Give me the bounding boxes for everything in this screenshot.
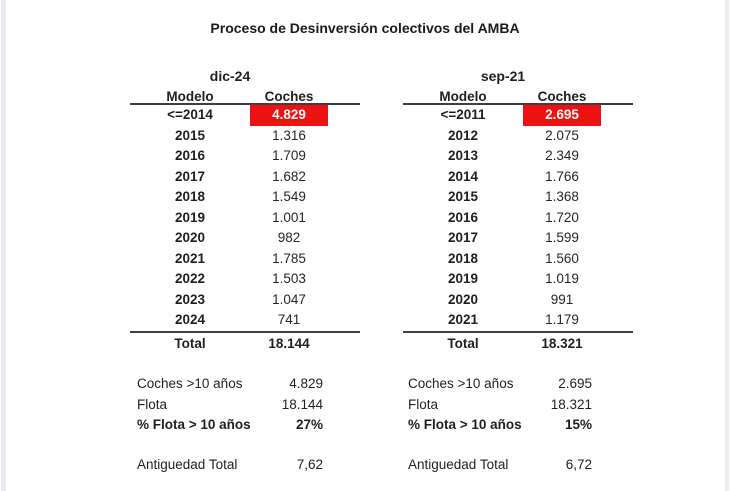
table-row: [403, 208, 633, 229]
modelo-cell: 2016: [174, 148, 206, 163]
modelo-cell: 2021: [174, 250, 206, 266]
summary-label: % Flota > 10 años: [137, 417, 251, 432]
coches-cell: 1.316: [272, 127, 306, 143]
summary-row-pct-flota: [137, 415, 323, 436]
modelo-cell: 2014: [447, 168, 479, 184]
table-row: [130, 126, 360, 147]
table-row: [130, 290, 360, 311]
modelo-cell: 2012: [447, 127, 479, 143]
summary-value: 15%: [564, 417, 592, 432]
summary-row-flota: [137, 395, 323, 416]
table-row: [403, 187, 633, 208]
table-row: [130, 249, 360, 270]
modelo-cell: 2015: [174, 127, 206, 143]
table-row: [403, 146, 633, 167]
summary-label: Coches >10 años: [137, 376, 243, 391]
coches-cell-highlight: 2.695: [523, 105, 601, 126]
total-label: Total: [174, 335, 206, 351]
coches-cell: 1.709: [272, 148, 306, 163]
coches-cell: 1.599: [545, 230, 579, 245]
modelo-cell: 2015: [447, 189, 479, 204]
summary-row-flota: [408, 395, 592, 416]
summary-value: 18.144: [281, 396, 323, 412]
table-row: [403, 290, 633, 311]
period-label: sep-21: [480, 68, 526, 84]
table-row: [130, 187, 360, 208]
coches-cell: 1.503: [272, 271, 306, 286]
modelo-cell: <=2014: [167, 107, 213, 122]
table-row: [403, 126, 633, 147]
modelo-cell: 2020: [174, 230, 206, 245]
modelo-cell: 2024: [174, 312, 206, 327]
table-row: [130, 269, 360, 290]
table-dic-24: [130, 64, 360, 353]
right-edge-strip: [725, 0, 729, 491]
modelo-cell: 2023: [174, 291, 206, 307]
table-row: [403, 249, 633, 270]
table-header-row: [403, 88, 633, 105]
column-header-coches: Coches: [264, 89, 314, 104]
coches-cell: 1.549: [272, 189, 306, 204]
coches-cell: 1.720: [545, 209, 579, 225]
modelo-cell: 2016: [447, 209, 479, 225]
summary-label: % Flota > 10 años: [408, 417, 522, 432]
column-header-modelo: Modelo: [166, 89, 214, 104]
coches-cell: 991: [550, 291, 574, 307]
table-row: [130, 167, 360, 188]
summary-value: 18.321: [550, 396, 592, 412]
summary-label: Antiguedad Total: [137, 456, 238, 472]
total-label: Total: [447, 335, 479, 351]
coches-cell: 982: [277, 230, 301, 245]
summary-label: Flota: [137, 396, 168, 412]
modelo-cell: 2018: [174, 189, 206, 204]
table-row: [130, 146, 360, 167]
coches-cell: 1.560: [545, 250, 579, 266]
table-row: [130, 105, 360, 126]
coches-cell: 2.075: [545, 127, 579, 143]
modelo-cell: 2017: [447, 230, 479, 245]
summary-row-antiguedad: [408, 455, 592, 476]
total-row: [130, 331, 360, 353]
table-row: [403, 105, 633, 126]
summary-value: 27%: [295, 417, 323, 432]
coches-cell: 1.368: [545, 189, 579, 204]
column-header-modelo: Modelo: [439, 89, 487, 104]
modelo-cell: 2019: [174, 209, 206, 225]
coches-cell: 1.785: [272, 250, 306, 266]
coches-cell: 1.047: [272, 291, 306, 307]
coches-cell: 1.766: [545, 168, 579, 184]
summary-value: 2.695: [558, 376, 592, 391]
modelo-cell: 2021: [447, 312, 479, 327]
page-title: Proceso de Desinversión colectivos del AMBA: [210, 20, 520, 36]
coches-cell: 1.179: [545, 312, 579, 327]
coches-cell: 1.682: [272, 168, 306, 184]
table-header-row: [130, 88, 360, 105]
table-row: [130, 228, 360, 249]
period-label: dic-24: [209, 68, 251, 84]
total-value: 18.321: [541, 335, 583, 351]
summary-label: Antiguedad Total: [408, 456, 509, 472]
modelo-cell: <=2011: [440, 107, 486, 122]
coches-cell: 2.349: [545, 148, 579, 163]
summary-label: Coches >10 años: [408, 376, 514, 391]
summary-value: 7,62: [296, 456, 323, 472]
table-row: [403, 228, 633, 249]
table-row: [130, 310, 360, 331]
summary-row-coches: [408, 374, 592, 395]
table-row: [403, 310, 633, 331]
table-row: [130, 208, 360, 229]
summary-dic-24: [137, 374, 323, 475]
coches-cell: 741: [277, 312, 301, 327]
summary-row-coches: [137, 374, 323, 395]
summary-row-pct-flota: [408, 415, 592, 436]
modelo-cell: 2017: [174, 168, 206, 184]
total-row: [403, 331, 633, 353]
column-header-coches: Coches: [537, 89, 587, 104]
coches-cell: 1.001: [272, 209, 306, 225]
modelo-cell: 2020: [447, 291, 479, 307]
summary-label: Flota: [408, 396, 439, 412]
total-value: 18.144: [268, 335, 310, 351]
table-sep-21: [403, 64, 633, 353]
coches-cell-highlight: 4.829: [250, 105, 328, 126]
left-edge-strip: [1, 0, 6, 491]
summary-sep-21: [408, 374, 592, 475]
modelo-cell: 2022: [174, 271, 206, 286]
modelo-cell: 2019: [447, 271, 479, 286]
coches-cell: 1.019: [545, 271, 579, 286]
table-row: [403, 167, 633, 188]
modelo-cell: 2018: [447, 250, 479, 266]
summary-row-antiguedad: [137, 455, 323, 476]
summary-value: 6,72: [565, 456, 592, 472]
modelo-cell: 2013: [447, 148, 479, 163]
table-row: [403, 269, 633, 290]
summary-value: 4.829: [289, 376, 323, 391]
